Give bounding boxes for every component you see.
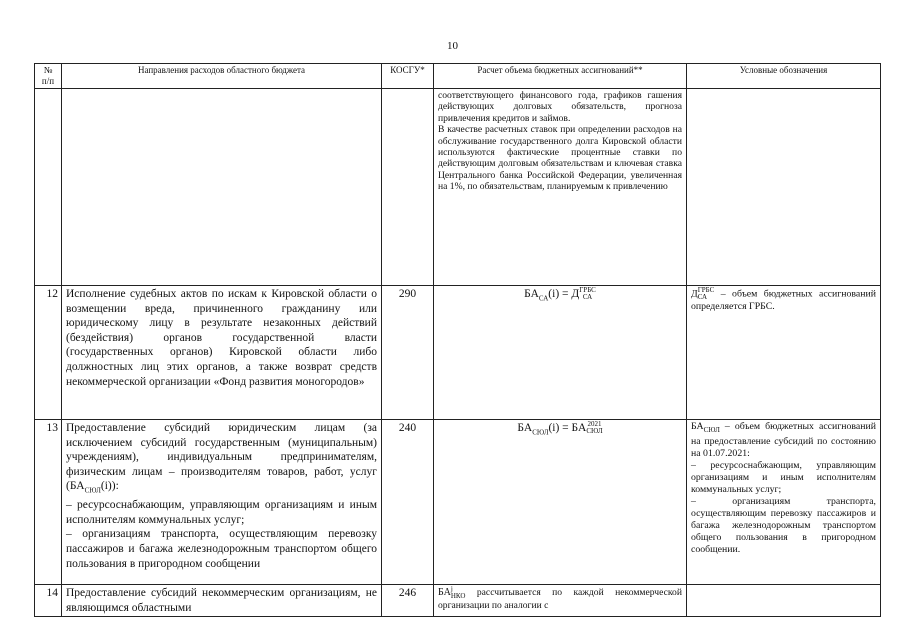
formula-cell: $БА_{СЮЛ}(i)$ = БА 2021 СЮЛ: [434, 420, 687, 585]
header-calc: Расчет объема бюджетных ассигнований**: [434, 64, 687, 89]
legend-bullet: – ресурсоснабжающим, управляющим организациям и иным исполнителям коммунальных услуг;: [691, 459, 876, 495]
table-row: [35, 585, 881, 617]
kosgu-cell: 240: [382, 420, 434, 585]
table-row: [35, 89, 881, 286]
calc-paragraph: соответствующего финансового года, графиков гашения действующих долговых обязательств, прогноза привлечения кредитов и займов.: [438, 90, 682, 124]
table-row: [35, 286, 881, 420]
kosgu-cell: 246: [382, 585, 434, 617]
kosgu-cell: 290: [382, 286, 434, 420]
header-no: № п/п: [35, 64, 62, 89]
header-direction: Направления расходов областного бюджета: [62, 64, 382, 89]
row-number: 14: [35, 585, 62, 617]
header-kosgu: КОСГУ*: [382, 64, 434, 89]
page-number: 10: [447, 40, 458, 52]
formula-cell: $БА_{СА}(i) = Д$ ГРБС СА: [434, 286, 687, 420]
direction-cell: Исполнение судебных актов по искам к Кировской области о возмещении вреда, причиненного гражданину или юридическому лицу в результате незаконных действий (бездействия) органов государственной власти (государственных органов) Кировской области либо должностных лиц этих органов, а также возврат средств некоммерческой организации «Фонд развития моногородов»: [62, 286, 382, 420]
budget-table: [34, 63, 881, 617]
direction-cell: Предоставление субсидий некоммерческим организациям, не являющимся областными: [62, 585, 382, 617]
table-row: [35, 420, 881, 585]
header-symbols: Условные обозначения: [687, 64, 881, 89]
calc-cell: БА j НКО рассчитывается по каждой некоммерческой организации по аналогии с: [434, 585, 687, 617]
legend-cell: $БА_{СЮЛ}$ – объем бюджетных ассигнований на предоставление субсидий по состоянию на 01.07.2021: – ресурсоснабжающим, управляющим организациям и иным исполнителям коммунальных услуг; – организациям транспорта, осуществляющим перевозку пассажиров и багажа железнодорожным транспортом общего пользования в пригородном сообщении.: [687, 420, 881, 585]
row-number: 12: [35, 286, 62, 420]
calc-paragraph: В качестве расчетных ставок при определении расходов на обслуживание государственного долга Кировской области используются фактические процентные ставки по действующим долговым обязательствам и ключевая ставка Центрального банка Российской Федерации, увеличенная на 1%, по обязательствам, планируемым к привлечению: [438, 124, 682, 193]
legend-bullet: – организациям транспорта, осуществляющим перевозку пассажиров и багажа железнодорожным транспортом общего пользования в пригородном сообщении.: [691, 495, 876, 555]
direction-cell: Предоставление субсидий юридическим лицам (за исключением субсидий государственным (муниципальным) учреждениям), индивидуальным предпринимателям, физическим лицам – производителям товаров, работ, услуг $(БА_{СЮЛ}(i))$: – ресурсоснабжающим, управляющим организациям и иным исполнителям коммунальных услуг; – организациям транспорта, осуществляющим перевозку пассажиров и багажа железнодорожным транспортом общего пользования в пригородном сообщении: [62, 420, 382, 585]
calc-cell: [434, 89, 687, 286]
row-number: 13: [35, 420, 62, 585]
table-header: [35, 64, 881, 89]
legend-cell: Д ГРБС СА – объем бюджетных ассигнований определяется ГРБС.: [687, 286, 881, 420]
direction-bullet: – ресурсоснабжающим, управляющим организациям и иным исполнителям коммунальных услуг;: [66, 499, 377, 526]
direction-bullet: – организациям транспорта, осуществляющим перевозку пассажиров и багажа железнодорожным транспортом общего пользования в пригородном сообщении: [66, 528, 377, 570]
